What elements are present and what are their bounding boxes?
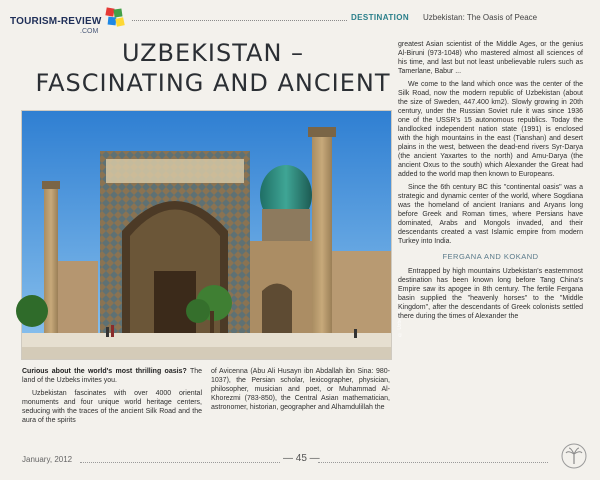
- section-subheading: FERGANA AND KOKAND: [442, 252, 539, 261]
- body-paragraph: Entrapped by high mountains Uzbekistan's easternmost destination has been known long before Tang China's Empire saw its apogee in 8th century. The fertile Fergana basin supplied the "heavenly horses" to the "Middle Kingdom", after the descendants of Greek colonists settled there during the times of Alexander the: [398, 268, 583, 320]
- header-divider: [132, 20, 347, 21]
- body-paragraph: Uzbekistan fascinates with over 4000 oriental monuments and four unique world heritage centers, seducing with the traces of the ancient Silk Road and the aura of the spirits: [22, 390, 202, 424]
- article-title: [28, 38, 398, 98]
- issue-date: January, 2012: [22, 455, 73, 464]
- body-paragraph: We come to the land which once was the center of the Silk Road, now the modern republic of Uzbekistan (about the size of Sweden, 447.400 km2). Slowly growing in 20th century, under the Russian Soviet rule it was since 1936 one of the USSR's 15 autonomous republics. Today the landlocked independent nation state (1991) is enclosed with the high mountains in the east (Tianshan) and desert plains in the west, between the dead-end rivers Syr-Darya (the ancient Yaxartes to the north) and Amu-Darya (the ancient Oxus to the south) which Alexander the Great had added to the world map then known to Europeans.: [398, 81, 583, 178]
- footer-divider-left: [80, 462, 280, 463]
- body-paragraph: Since the 6th century BC this "continental oasis" was a strategic and dynamic center of the world, where Sogdiana was the homeland of ancient Iranians and Aryans long before Greek and Roman times, where Persians have dominated, Arabs and Mongols invaded, and their descendants created a vast Islamic empire from modern Turkey into India.: [398, 184, 583, 245]
- madrasah-illustration: [22, 111, 391, 359]
- tourism-review-logo[interactable]: [10, 6, 130, 42]
- article-column-2: [211, 367, 390, 416]
- article-column-3: [398, 40, 583, 325]
- colorful-squares-icon: [92, 6, 132, 30]
- article-column-1: [22, 367, 202, 429]
- lead-rest: The land of the Uzbeks invites you.: [22, 368, 202, 384]
- running-title: Uzbekistan: The Oasis of Peace: [423, 13, 538, 22]
- footer-divider-right: [318, 462, 548, 463]
- registan-madrasah-photo: [21, 110, 403, 360]
- logo-text: TOURISM-REVIEW: [10, 16, 102, 27]
- section-label: DESTINATION: [351, 13, 410, 22]
- body-paragraph: of Avicenna (Abu Ali Husayn ibn Abdallah ibn Sina: 980-1037), the Persian scholar, lexicographer, physician, philosopher, musician and poet, or Muhammad Al-Khorezmi (783-850), the Central Asian mathematician, astronomer, historian, geographer and Alhamdulillah the: [211, 368, 390, 411]
- page-number: — 45 —: [283, 453, 320, 464]
- lead-question: Curious about the world's most thrilling oasis?: [22, 368, 187, 375]
- title-line-1: UZBEKISTAN –: [121, 39, 305, 67]
- lead-paragraph: [22, 367, 202, 385]
- palm-emblem-icon: [560, 442, 588, 470]
- title-line-2: FASCINATING AND ANCIENT: [35, 69, 391, 97]
- photo-credit: © Uzbekistan Tourism: [397, 286, 403, 337]
- body-paragraph: greatest Asian scientist of the Middle Ages, or the genius Al-Biruni (973-1048) who mastered almost all sciences of his time, and last but not least unbelievable rulers such as Tamerlane, Babur ...: [398, 41, 583, 75]
- logo-suffix: .COM: [80, 28, 99, 35]
